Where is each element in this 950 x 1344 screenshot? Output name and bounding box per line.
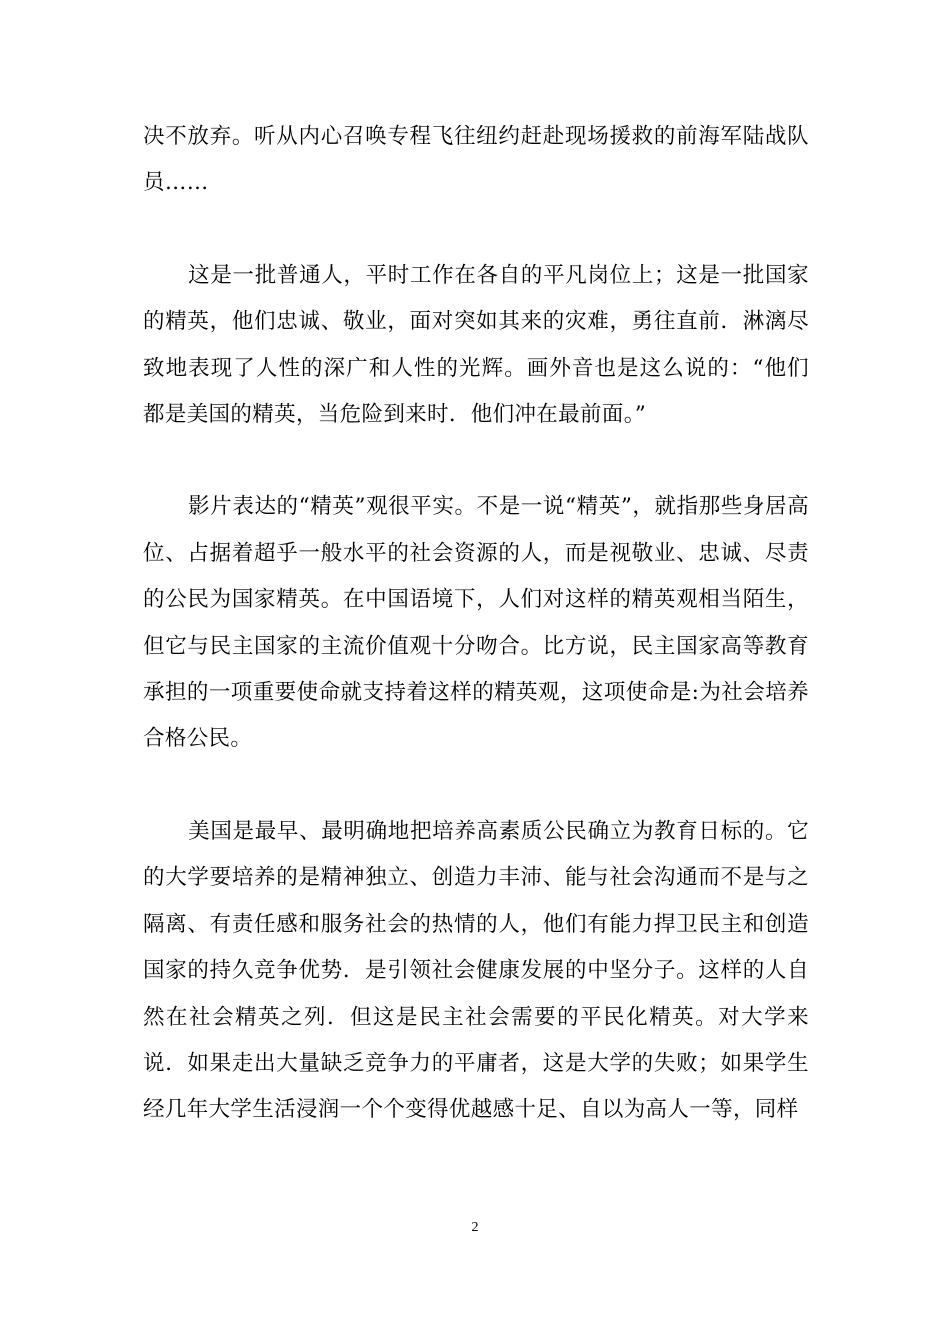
- paragraph-gap: [143, 207, 809, 253]
- paragraph-gap: [143, 763, 809, 809]
- paragraph-continuation: 决不放弃。听从内心召唤专程飞往纽约赶赴现场援救的前海军陆战队员……: [143, 124, 809, 196]
- paragraph-gap: [143, 438, 809, 484]
- paragraph-elite-view: 影片表达的“精英”观很平实。不是一说“精英”，就指那些身居高位、占据着超乎一般水平的社会资源的人，而是视敬业、忠诚、尽责的公民为国家精英。在中国语境下，人们对这样的精英观相当陌生，但它与民主国家的主流价值观十分吻合。比方说，民主国家高等教育承担的一项重要使命就支持着这样的精英观，这项使命是:为社会培养合格公民。: [143, 494, 809, 752]
- paragraph-us-education: 美国是最早、最明确地把培养高素质公民确立为教育日标的。它的大学要培养的是精神独立、创造力丰沛、能与社会沟通而不是与之隔离、有责任感和服务社会的热情的人，他们有能力捍卫民主和创造国家的持久竞争优势．是引领社会健康发展的中坚分子。这样的人自然在社会精英之列．但这是民主社会需要的平民化精英。对大学来说．如果走出大量缺乏竞争力的平庸者，这是大学的失败；如果学生经几年大学生活浸润一个个变得优越感十足、自以为高人一等，同样: [143, 818, 809, 1123]
- paragraph-ordinary-people: 这是一批普通人，平时工作在各自的平凡岗位上；这是一批国家的精英，他们忠诚、敬业，面对突如其来的灾难，勇往直前．淋漓尽致地表现了人性的深广和人性的光辉。画外音也是这么说的：“他们都是美国的精英，当危险到来时．他们冲在最前面。”: [143, 262, 809, 428]
- document-body: [143, 114, 809, 1134]
- page-number: 2: [471, 1220, 479, 1235]
